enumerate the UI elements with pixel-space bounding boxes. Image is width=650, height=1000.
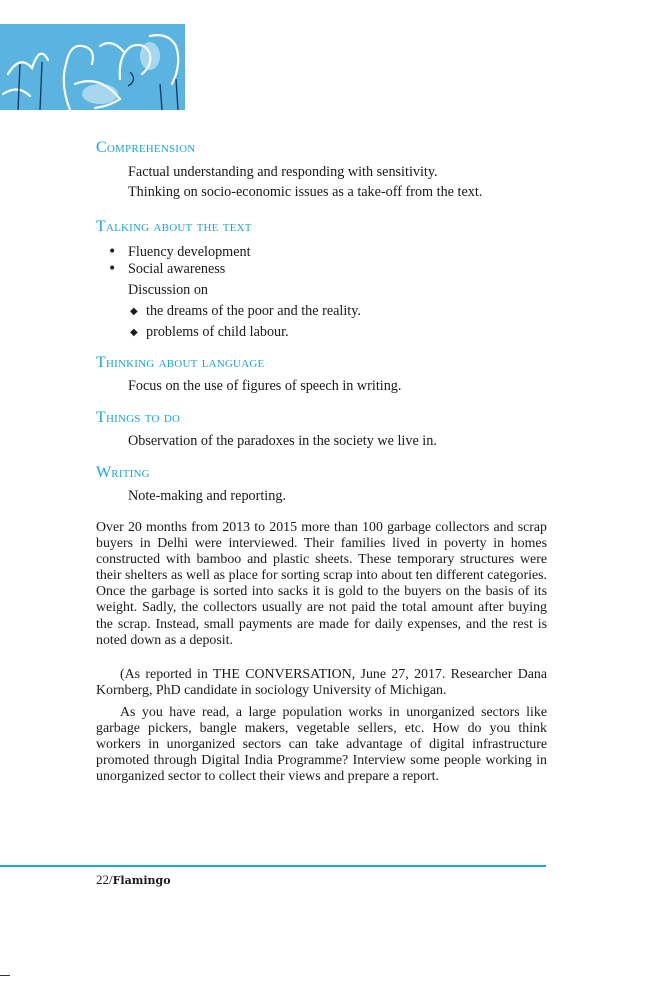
heading-comprehension: Comprehension [96, 139, 196, 156]
footer-rule [0, 865, 546, 867]
body-paragraph-source [96, 667, 547, 699]
things-line: Observation of the paradoxes in the society we live in. [128, 433, 437, 449]
heading-writing: Writing [96, 464, 150, 481]
language-line: Focus on the use of figures of speech in writing. [128, 378, 402, 394]
bullet-dot: • [108, 261, 117, 277]
discussion-item-child-labour: problems of child labour. [146, 324, 289, 340]
diamond-bullet-icon: ◆ [130, 306, 138, 317]
page-number: 22/ [96, 872, 113, 887]
paragraph-text: Over 20 months from 2013 to 2015 more than 100 garbage collectors and scrap buyers in Delhi were interviewed. Their families lived in poverty in homes constructed with bamboo and plastic sheets. These temporary structures were their shelters as well as place for sorting scrap into about ten different categories. Once the garbage is sorted into sacks it is gold to the buyers on the basis of its weight. Sadly, the collectors usually are not paid the total amount after buying the scrap. Instead, small payments are made for daily expenses, and the rest is noted down as a deposit. [96, 520, 547, 648]
heading-thinking-about-language: Thinking about language [96, 354, 265, 371]
bullet-fluency: Fluency development [128, 244, 251, 260]
discussion-label: Discussion on [128, 282, 209, 298]
body-paragraph-task [96, 705, 547, 785]
paragraph-text: (As reported in THE CONVERSATION, June 27, 2017. Researcher Dana Kornberg, PhD candidate in sociology University of Michigan. [96, 667, 547, 699]
footer [96, 872, 171, 888]
crop-mark-bottom [0, 975, 10, 976]
heading-talking-about-text: Talking about the text [96, 218, 252, 235]
writing-line: Note-making and reporting. [128, 488, 286, 504]
comprehension-line-1: Factual understanding and responding with sensitivity. [128, 164, 438, 180]
body-paragraph-survey [96, 520, 547, 649]
comprehension-line-2: Thinking on socio-economic issues as a take-off from the text. [128, 184, 483, 200]
diamond-bullet-icon: ◆ [130, 327, 138, 338]
bullet-dot: • [108, 244, 117, 260]
bullet-social-awareness: Social awareness [128, 261, 226, 277]
heading-things-to-do: Things to do [96, 409, 181, 426]
discussion-item-dreams: the dreams of the poor and the reality. [146, 303, 361, 319]
paragraph-text: As you have read, a large population works in unorganized sectors like garbage pickers, bangle makers, vegetable sellers, etc. How do you think workers in unorganized sectors can take advantage of digital infrastructure promoted through Digital India Programme? Interview some people working in unorganized sector to collect their views and prepare a report. [96, 705, 547, 785]
flamingo-illustration [0, 24, 185, 110]
book-title: Flamingo [112, 874, 171, 887]
